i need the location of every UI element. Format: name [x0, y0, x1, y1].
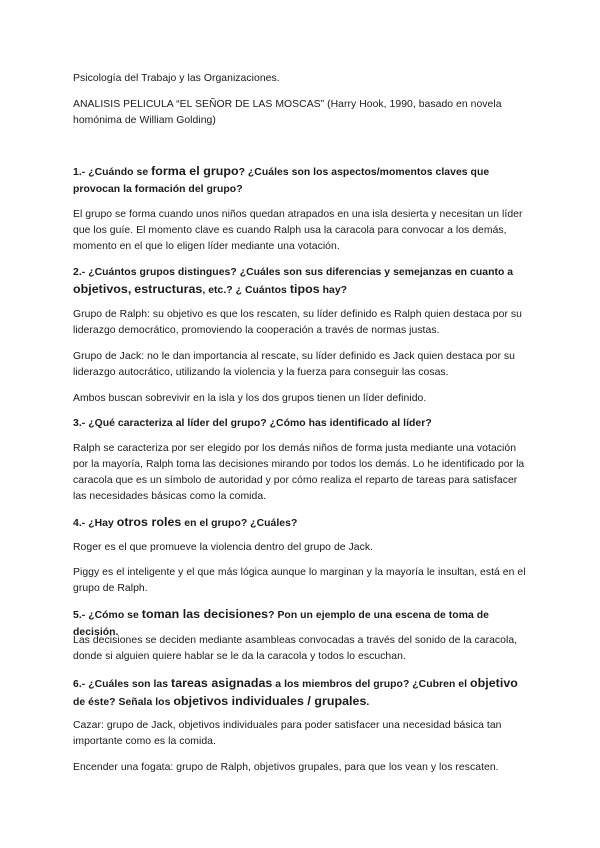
question-1 — [73, 163, 533, 198]
answer-4-roger: Roger es el que promueve la violencia dentro del grupo de Jack. — [73, 542, 374, 553]
question-2-keyword-objetivos: objetivos, — [73, 282, 132, 296]
question-6-keyword-tareas: tareas asignadas — [171, 676, 273, 690]
question-1-part-a: 1.- ¿Cuándo se — [73, 167, 152, 178]
question-1-keyword: forma el grupo — [151, 164, 239, 178]
question-4-keyword: otros roles — [116, 515, 182, 529]
document-title: ANALISIS PELICULA “EL SEÑOR DE LAS MOSCAS” (Harry Hook, 1990, basado en novela homónima de William Golding) — [73, 99, 502, 126]
answer-6-fogata: Encender una fogata: grupo de Ralph, objetivos grupales, para que los vean y los rescaten. — [73, 762, 499, 773]
question-4-part-a: 4.- ¿Hay — [73, 518, 117, 529]
course-name: Psicología del Trabajo y las Organizaciones. — [73, 73, 280, 84]
answer-2-both: Ambos buscan sobrevivir en la isla y los dos grupos tienen un líder definido. — [73, 393, 427, 404]
question-6-part-a: 6.- ¿Cuáles son las — [73, 679, 172, 690]
question-2-keyword-tipos: tipos — [289, 282, 320, 296]
question-6-part-e: de éste? Señala los — [73, 697, 174, 708]
question-3: 3.- ¿Qué caracteriza al líder del grupo? ¿Cómo has identificado al líder? — [73, 418, 432, 429]
question-5-part-c: ? Pon un ejemplo de una escena de toma de decisión. — [73, 610, 489, 638]
question-5-part-a: 5.- ¿Cómo se — [73, 610, 142, 621]
answer-2-jack: Grupo de Jack: no le dan importancia al rescate, su líder definido es Jack quien destaca por su liderazgo autocrático, utilizando la violencia y la fuerza para conseguir las cosas. — [73, 351, 515, 378]
answer-1: El grupo se forma cuando unos niños quedan atrapados en una isla desierta y necesitan un líder que los guíe. El momento clave es cuando Ralph usa la caracola para convocar a los demás, momento en el que lo eligen líder mediante una votación. — [73, 209, 523, 252]
question-6 — [73, 675, 533, 711]
answer-4-piggy: Piggy es el inteligente y el que más lógica aunque lo marginan y la mayoría le insultan, está en el grupo de Ralph. — [73, 567, 526, 594]
answer-6-cazar: Cazar: grupo de Jack, objetivos individuales para poder satisfacer una necesidad básica tan importante como es la comida. — [73, 720, 502, 747]
question-6-part-g: . — [366, 697, 370, 708]
question-2-part-a: 2.- ¿Cuántos grupos distingues? ¿Cuáles son sus diferencias y semejanzas en cuanto a — [73, 267, 514, 278]
answer-5: Las decisiones se deciden mediante asambleas convocadas a través del sonido de la caracola, donde si alguien quiere hablar se le da la caracola y todos lo escuchan. — [73, 635, 518, 662]
question-1-part-c: ? ¿Cuáles son los aspectos/momentos claves que provocan la formación del grupo? — [73, 167, 490, 195]
question-4-part-c: en el grupo? ¿Cuáles? — [181, 518, 298, 529]
answer-3: Ralph se caracteriza por ser elegido por los demás niños de forma justa mediante una votación por la mayoría, Ralph toma las decisiones mirando por todos los demás. Lo he identificado por la caracola que es un símbolo de autoridad y por cómo realiza el reparto de tareas para satisfacer las necesidades básicas como la comida. — [73, 443, 525, 502]
question-2 — [73, 264, 533, 299]
question-4 — [73, 514, 533, 532]
question-6-keyword-objetivos: objetivos individuales / grupales — [173, 694, 367, 708]
question-2-keyword-estructuras: estructuras — [134, 282, 203, 296]
question-2-part-g: hay? — [319, 285, 348, 296]
question-5-keyword: toman las decisiones — [141, 607, 269, 621]
question-6-keyword-objetivo: objetivo — [470, 676, 518, 690]
answer-2-ralph: Grupo de Ralph: su objetivo es que los rescaten, su líder definido es Ralph quien destaca por su liderazgo democrático, promoviendo la cooperación a través de normas justas. — [73, 309, 522, 336]
question-2-part-e: , etc.? ¿ Cuántos — [202, 285, 290, 296]
question-6-part-c: a los miembros del grupo? ¿Cubren el — [272, 679, 470, 690]
